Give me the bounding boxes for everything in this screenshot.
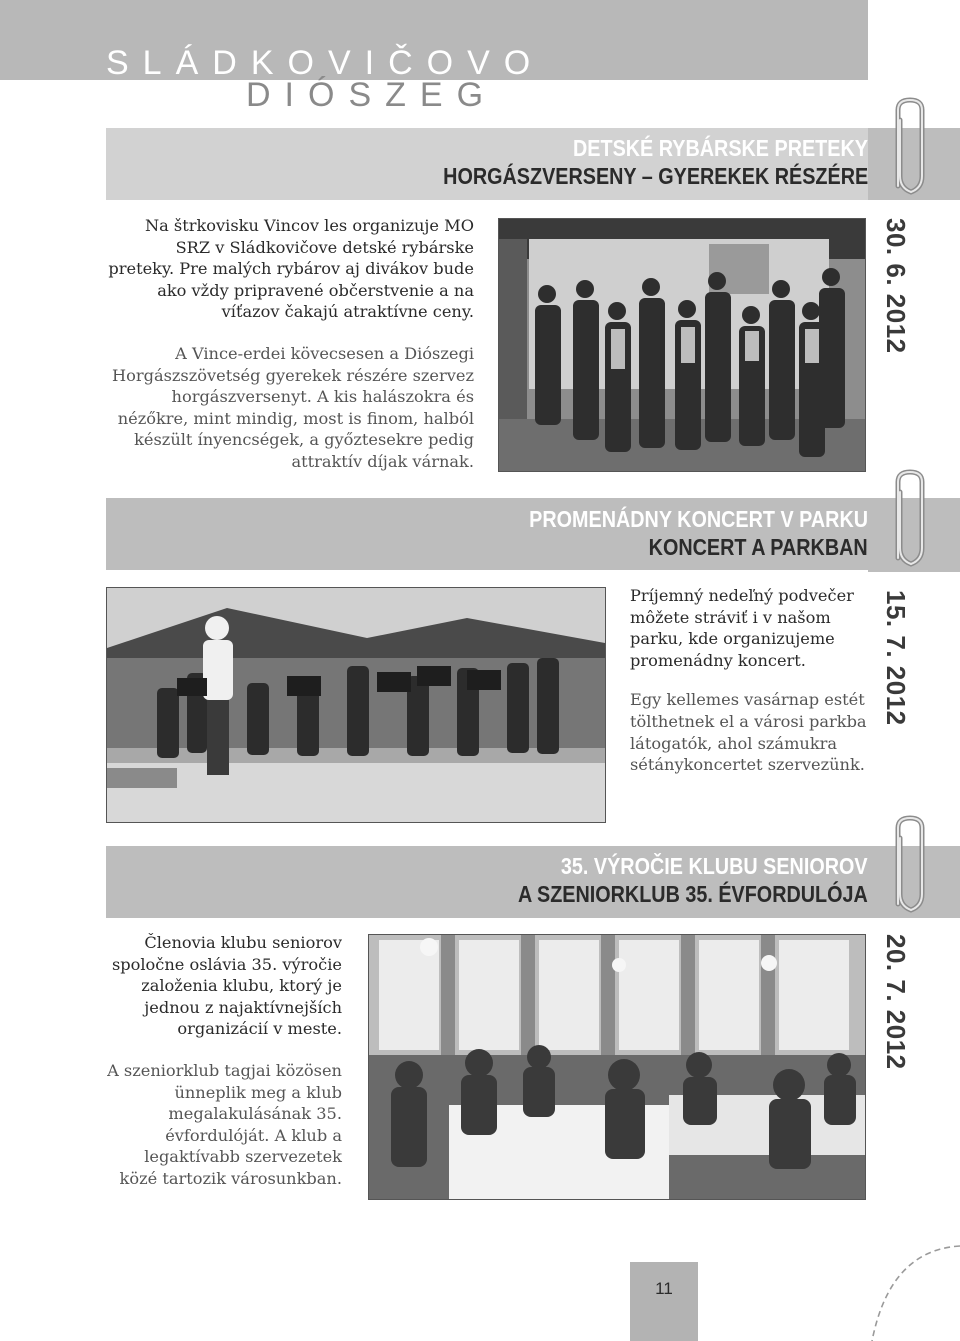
article-text-sk: Príjemný nedeľný podvečer môžete stráviť i v našom parku, kde organizujeme promenádny koncert. [630, 586, 854, 670]
section-header-concert [106, 498, 868, 570]
page-number: 11 [655, 1279, 673, 1298]
article-text-hu: A Vince-erdei kövecsesen a Diószegi Horgászszövetség gyerekek részére szervez horgászversenyt. A kis halászokra és nézőkre, mint mindig, most is finom, halból készült ínyencségek, a győztesekre pedig attraktív díjak várnak. [111, 343, 474, 471]
article-text-hu: A szeniorklub tagjai közösen ünneplik meg a klub megalakulásának 35. évfordulóját. A klub a legaktívabb szervezetek közé tartozik városunkban. [107, 1060, 342, 1188]
page-number-tab [630, 1262, 698, 1341]
section-title-hu: HORGÁSZVERSENY – GYEREKEK RÉSZÉRE [442, 163, 868, 189]
event-date: 15. 7. 2012 [881, 590, 911, 726]
town-name-sk: SLÁDKOVIČOVO [106, 44, 545, 82]
article-text-sk: Na štrkovisku Vincov les organizuje MO SRZ v Sládkovičove detské rybárske preteky. Pre malých rybárov aj divákov bude ako vždy pripravené občerstvenie a na víťazov čakajú atraktívne ceny. [108, 216, 474, 322]
section-title-sk: 35. VÝROČIE KLUBU SENIOROV [561, 853, 868, 879]
event-date: 30. 6. 2012 [881, 218, 911, 354]
paperclip-icon [884, 468, 938, 568]
decorative-curve [850, 1240, 960, 1341]
section-title-hu: KONCERT A PARKBAN [648, 534, 868, 560]
article-text-seniors [106, 932, 342, 1190]
paperclip-icon [884, 96, 938, 196]
event-date: 20. 7. 2012 [881, 934, 911, 1070]
article-text-fishing [106, 215, 474, 473]
section-header-seniors [106, 846, 868, 918]
town-name-hu: DIÓSZEG [246, 76, 498, 114]
section-title-sk: DETSKÉ RYBÁRSKE PRETEKY [573, 135, 868, 161]
section-title-sk: PROMENÁDNY KONCERT V PARKU [529, 506, 868, 532]
paperclip-icon [884, 814, 938, 914]
brass-band-photo [106, 587, 606, 823]
article-text-concert [630, 585, 870, 776]
article-text-sk: Členovia klubu seniorov spoločne oslávia 35. výročie založenia klubu, ktorý je jednou z najaktívnejších organizácií v meste. [111, 933, 342, 1039]
section-header-fishing [106, 128, 868, 200]
section-title-hu: A SZENIORKLUB 35. ÉVFORDULÓJA [518, 881, 868, 907]
children-group-photo [498, 218, 866, 472]
seniors-celebration-photo [368, 934, 866, 1200]
article-text-hu: Egy kellemes vasárnap estét tölthetnek el a városi parkba látogatók, ahol számukra sétánykoncertet szervezünk. [630, 690, 867, 775]
